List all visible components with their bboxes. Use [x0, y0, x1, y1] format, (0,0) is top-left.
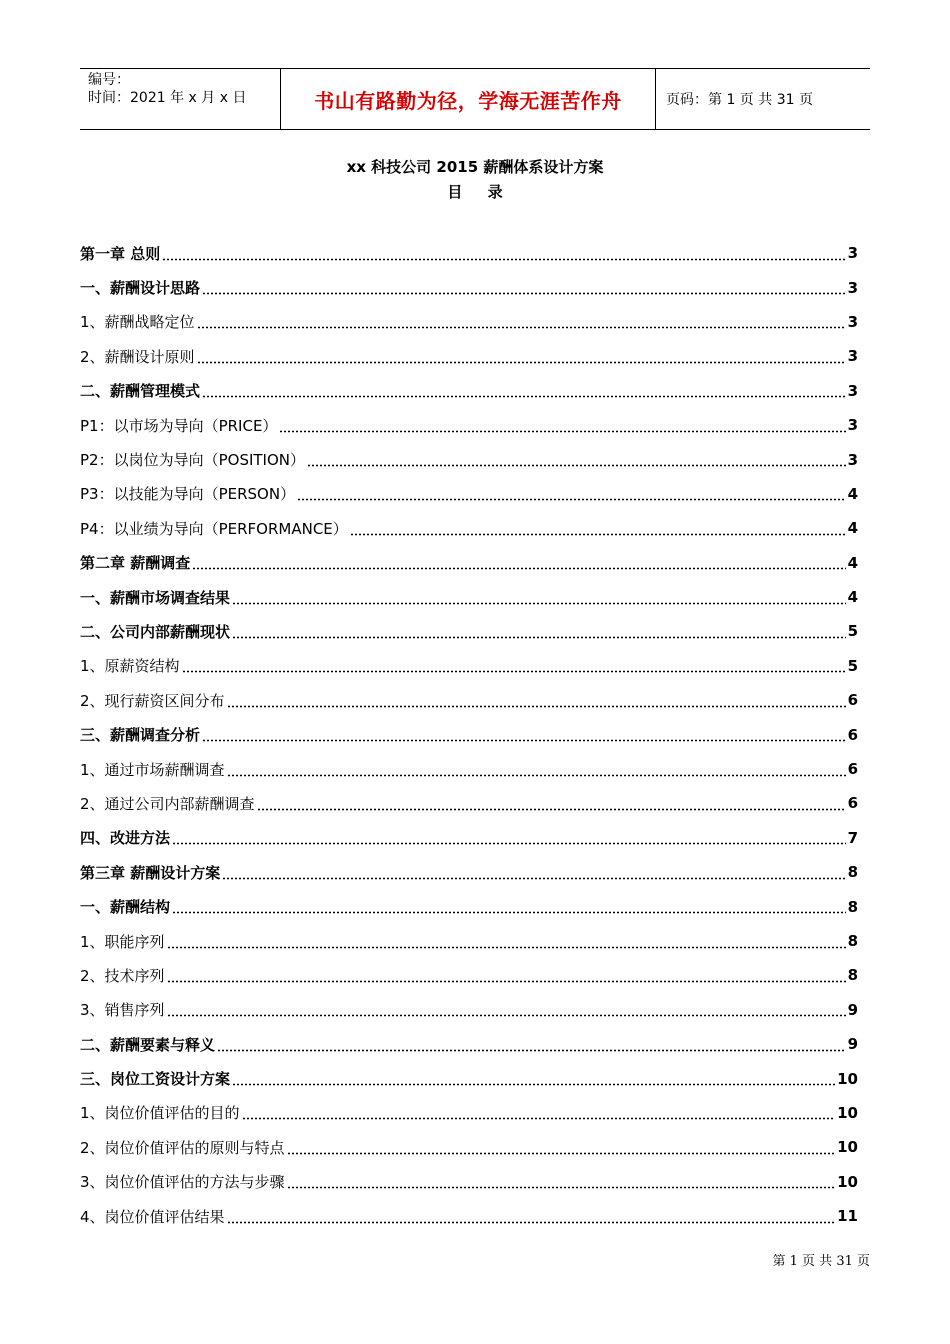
toc-entry-page-number: 4 — [847, 588, 858, 607]
toc-dot-leader — [197, 314, 846, 329]
toc-entry-page-number: 4 — [847, 519, 858, 538]
toc-dot-leader — [232, 590, 846, 605]
header-page-cell — [656, 69, 870, 129]
toc-dot-leader — [167, 968, 846, 983]
toc-dot-leader — [307, 452, 846, 467]
toc-dot-leader — [202, 383, 846, 398]
toc-entry-page-number: 4 — [847, 553, 858, 572]
toc-dot-leader — [182, 658, 846, 673]
toc-entry-label: 3、岗位价值评估的方法与步骤 — [80, 1173, 285, 1192]
toc-entry[interactable] — [80, 580, 858, 614]
toc-entry-label: 二、公司内部薪酬现状 — [80, 622, 231, 641]
toc-entry[interactable] — [80, 1061, 858, 1095]
toc-dot-leader — [192, 555, 845, 570]
toc-dot-leader — [232, 1071, 835, 1086]
toc-entry-label: 一、薪酬市场调查结果 — [80, 588, 231, 607]
toc-entry-label: 1、薪酬战略定位 — [80, 313, 195, 332]
toc-entry[interactable] — [80, 649, 858, 683]
toc-entry-page-number: 9 — [847, 1000, 858, 1019]
toc-entry-page-number: 6 — [847, 725, 858, 744]
toc-entry[interactable] — [80, 511, 858, 545]
toc-entry-page-number: 10 — [837, 1138, 858, 1157]
toc-entry-page-number: 9 — [847, 1035, 858, 1054]
toc-entry[interactable] — [80, 683, 858, 717]
toc-entry-page-number: 10 — [837, 1103, 858, 1122]
toc-dot-leader — [217, 1037, 846, 1052]
toc-entry-label: 第三章 薪酬设计方案 — [80, 863, 221, 882]
toc-dot-leader — [227, 762, 846, 777]
toc-entry-page-number: 11 — [837, 1207, 858, 1226]
toc-entry-page-number: 7 — [847, 828, 858, 847]
toc-entry-label: 2、技术序列 — [80, 966, 165, 985]
toc-entry[interactable] — [80, 270, 858, 304]
toc-entry-label: P2：以岗位为导向（POSITION） — [80, 451, 306, 470]
toc-entry[interactable] — [80, 1027, 858, 1061]
toc-heading: 目 录 — [447, 183, 513, 201]
toc-entry[interactable] — [80, 889, 858, 923]
toc-dot-leader — [287, 1174, 836, 1189]
toc-entry[interactable] — [80, 477, 858, 511]
document-title: xx 科技公司 2015 薪酬体系设计方案 — [346, 158, 604, 176]
document-number-label: 编号： — [88, 72, 130, 88]
toc-entry-page-number: 8 — [847, 932, 858, 950]
toc-entry-page-number: 6 — [847, 691, 858, 710]
toc-entry[interactable] — [80, 374, 858, 408]
toc-dot-leader — [287, 1140, 836, 1155]
toc-entry-label: 1、原薪资结构 — [80, 657, 180, 676]
toc-dot-leader — [297, 486, 845, 501]
toc-dot-leader — [232, 624, 846, 639]
header-motto: 书山有路勤为径，学海无涯苦作舟 — [314, 88, 622, 113]
toc-entry[interactable] — [80, 993, 858, 1027]
toc-dot-leader — [350, 521, 846, 536]
toc-dot-leader — [202, 727, 846, 742]
toc-entry-label: 一、薪酬设计思路 — [80, 279, 201, 298]
header-meta — [80, 69, 280, 129]
toc-entry-page-number: 8 — [847, 863, 858, 882]
toc-entry-label: 三、薪酬调查分析 — [80, 726, 201, 745]
toc-entry[interactable] — [80, 339, 858, 373]
toc-entry-label: 3、销售序列 — [80, 1001, 165, 1020]
toc-entry-page-number: 3 — [847, 312, 858, 331]
toc-entry[interactable] — [80, 546, 858, 580]
toc-dot-leader — [167, 934, 846, 949]
toc-dot-leader — [172, 830, 846, 845]
toc-entry-label: 1、岗位价值评估的目的 — [80, 1104, 240, 1123]
toc-entry-label: 第一章 总则 — [80, 244, 161, 263]
toc-entry-page-number: 3 — [847, 450, 858, 469]
toc-dot-leader — [222, 865, 845, 880]
header-motto-cell — [280, 69, 656, 129]
toc-entry-page-number: 3 — [847, 347, 858, 366]
toc-entry[interactable] — [80, 442, 858, 476]
toc-entry-page-number: 4 — [847, 484, 858, 503]
toc-entry-page-number: 10 — [837, 1069, 858, 1088]
toc-entry-label: 一、薪酬结构 — [80, 898, 171, 917]
toc-entry-label: 二、薪酬管理模式 — [80, 382, 201, 401]
toc-entry-label: P3：以技能为导向（PERSON） — [80, 485, 296, 504]
header-page-info: 页码：第 1 页 共 31 页 — [666, 92, 813, 108]
toc-entry[interactable] — [80, 1199, 858, 1233]
toc-dot-leader — [279, 418, 845, 433]
page-footer: 第 1 页 共 31 页 — [772, 1254, 870, 1269]
toc-entry-page-number: 6 — [847, 760, 858, 779]
page-header — [80, 68, 870, 130]
toc-entry[interactable] — [80, 236, 858, 270]
toc-dot-leader — [172, 899, 846, 914]
toc-entry-label: 三、岗位工资设计方案 — [80, 1070, 231, 1089]
toc-entry-label: 4、岗位价值评估结果 — [80, 1207, 225, 1226]
toc-entry-page-number: 3 — [847, 416, 858, 435]
toc-entry[interactable] — [80, 408, 858, 442]
toc-entry-page-number: 10 — [837, 1172, 858, 1191]
toc-entry[interactable] — [80, 924, 858, 958]
toc-entry-page-number: 5 — [847, 622, 858, 641]
toc-entry-page-number: 6 — [847, 794, 858, 813]
toc-entry[interactable] — [80, 786, 858, 820]
toc-entry-label: 2、岗位价值评估的原则与特点 — [80, 1138, 285, 1157]
toc-entry-page-number: 3 — [847, 381, 858, 400]
toc-dot-leader — [227, 693, 846, 708]
toc-entry[interactable] — [80, 717, 858, 751]
toc-entry-label: 1、职能序列 — [80, 932, 165, 951]
toc-entry-label: 四、改进方法 — [80, 829, 171, 848]
toc-dot-leader — [242, 1105, 836, 1120]
toc-entry-label: 2、现行薪资区间分布 — [80, 691, 225, 710]
toc-entry-page-number: 3 — [847, 278, 858, 297]
toc-entry-page-number: 8 — [847, 966, 858, 985]
toc-dot-leader — [197, 349, 846, 364]
toc-entry-page-number: 8 — [847, 897, 858, 916]
toc-entry-label: 第二章 薪酬调查 — [80, 554, 191, 573]
toc-entry-label: P1：以市场为导向（PRICE） — [80, 416, 278, 435]
toc-entry-page-number: 5 — [847, 656, 858, 675]
toc-entry-page-number: 3 — [847, 244, 858, 263]
toc-entry[interactable] — [80, 1130, 858, 1164]
toc-entry[interactable] — [80, 821, 858, 855]
toc-entry-label: 1、通过市场薪酬调查 — [80, 760, 225, 779]
toc-dot-leader — [202, 280, 846, 295]
toc-entry[interactable] — [80, 752, 858, 786]
toc-entry-label: 二、薪酬要素与释义 — [80, 1035, 216, 1054]
toc-entry[interactable] — [80, 958, 858, 992]
toc-entry-label: 2、薪酬设计原则 — [80, 347, 195, 366]
toc-entry-label: 2、通过公司内部薪酬调查 — [80, 794, 255, 813]
toc-entry[interactable] — [80, 305, 858, 339]
toc-dot-leader — [257, 796, 846, 811]
toc-entry[interactable] — [80, 1096, 858, 1130]
toc-dot-leader — [227, 1209, 836, 1224]
toc-dot-leader — [162, 246, 845, 261]
document-date: 时间：2021 年 x 月 x 日 — [88, 90, 247, 106]
table-of-contents — [80, 236, 858, 1233]
toc-entry-label: P4：以业绩为导向（PERFORMANCE） — [80, 519, 348, 538]
toc-dot-leader — [167, 1002, 846, 1017]
toc-entry[interactable] — [80, 614, 858, 648]
toc-entry[interactable] — [80, 855, 858, 889]
toc-entry[interactable] — [80, 1165, 858, 1199]
